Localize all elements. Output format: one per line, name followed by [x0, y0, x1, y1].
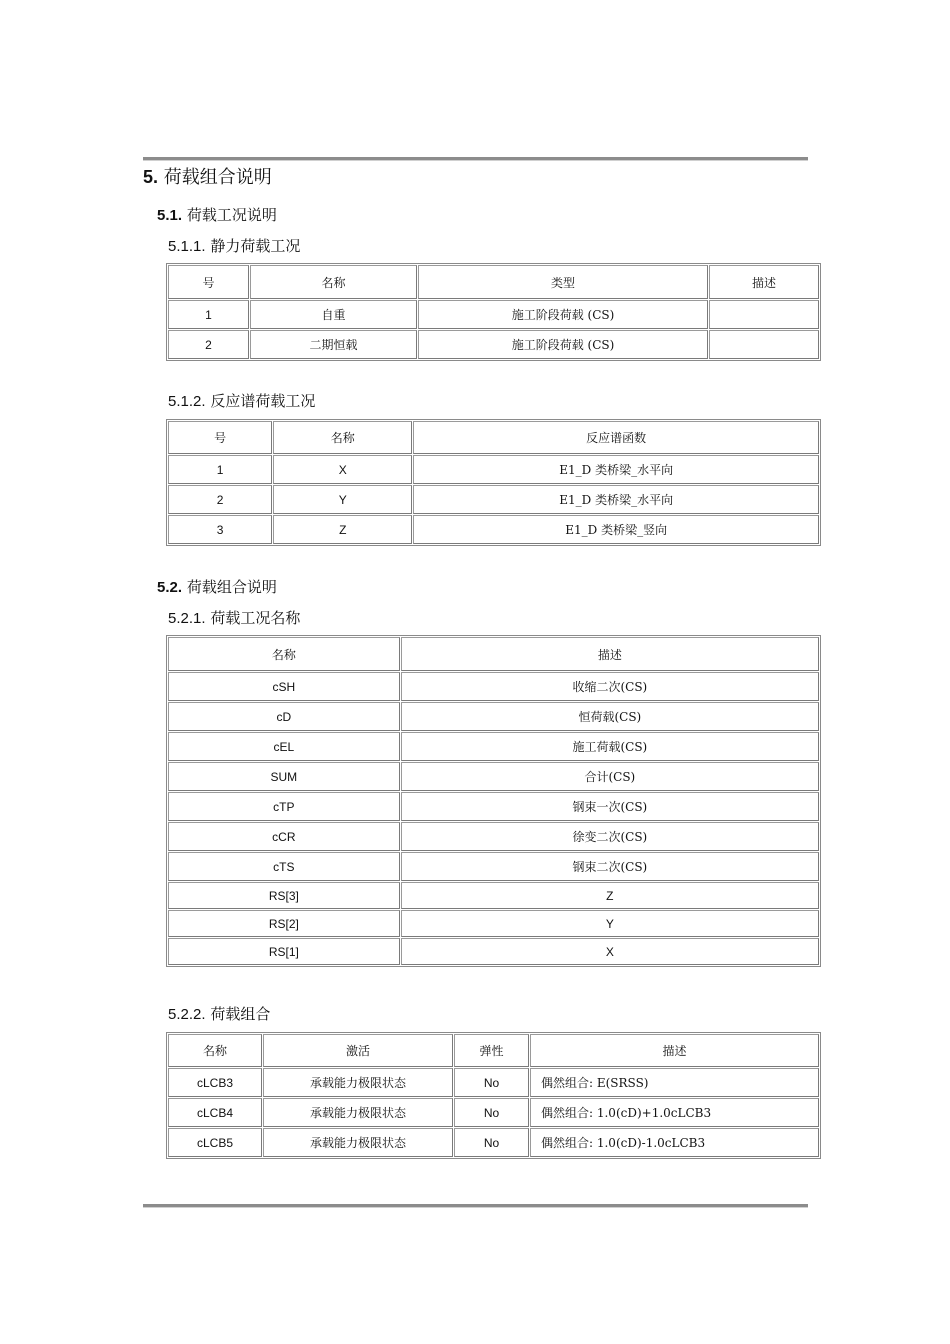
cell-name: SUM	[168, 762, 400, 791]
cell-function: E1_D 类桥梁_水平向	[413, 485, 819, 514]
cell-desc: 偶然组合: 1.0(cD)+1.0cLCB3	[530, 1098, 819, 1127]
table-row	[168, 455, 819, 484]
table-header-row	[168, 421, 819, 454]
table-row	[168, 485, 819, 514]
col-header-name: 名称	[168, 1034, 262, 1067]
cell-active: 承载能力极限状态	[263, 1068, 453, 1097]
table-row	[168, 702, 819, 731]
table-row	[168, 822, 819, 851]
cell-desc	[709, 330, 819, 359]
cell-name: cLCB5	[168, 1128, 262, 1157]
col-header-function: 反应谱函数	[413, 421, 819, 454]
cell-elastic: No	[454, 1098, 529, 1127]
section-5-1-2-heading	[168, 390, 315, 411]
top-rule	[143, 157, 808, 161]
cell-active: 承载能力极限状态	[263, 1098, 453, 1127]
table-row	[168, 1098, 819, 1127]
spectrum-load-case-table	[166, 419, 821, 546]
cell-desc: X	[401, 938, 819, 965]
cell-desc: 合计(CS)	[401, 762, 819, 791]
cell-name: cEL	[168, 732, 400, 761]
section-number: 5.1.2.	[168, 393, 206, 410]
cell-desc: 钢束二次(CS)	[401, 852, 819, 881]
col-header-active: 激活	[263, 1034, 453, 1067]
cell-name: RS[2]	[168, 910, 400, 937]
cell-desc: 施工荷载(CS)	[401, 732, 819, 761]
cell-name: cLCB3	[168, 1068, 262, 1097]
section-number: 5.2.1.	[168, 610, 206, 627]
section-5-heading	[143, 163, 272, 189]
section-title: 荷载工况名称	[210, 609, 301, 627]
section-title: 荷载组合说明	[163, 167, 272, 188]
cell-type: 施工阶段荷载 (CS)	[418, 300, 708, 329]
section-title: 荷载组合	[210, 1005, 271, 1023]
cell-desc: 偶然组合: 1.0(cD)-1.0cLCB3	[530, 1128, 819, 1157]
table-row	[168, 732, 819, 761]
col-header-type: 类型	[418, 265, 708, 299]
cell-elastic: No	[454, 1068, 529, 1097]
table-row	[168, 882, 819, 909]
cell-desc: Y	[401, 910, 819, 937]
cell-no: 3	[168, 515, 272, 544]
section-title: 荷载工况说明	[186, 206, 277, 224]
col-header-name: 名称	[273, 421, 412, 454]
cell-name: cSH	[168, 672, 400, 701]
section-title: 静力荷载工况	[210, 237, 301, 255]
col-header-no: 号	[168, 421, 272, 454]
cell-desc	[709, 300, 819, 329]
table-row	[168, 792, 819, 821]
cell-desc: 恒荷载(CS)	[401, 702, 819, 731]
cell-name: 自重	[250, 300, 417, 329]
cell-name: X	[273, 455, 412, 484]
table-row	[168, 300, 819, 329]
section-5-1-1-heading	[168, 235, 300, 256]
cell-function: E1_D 类桥梁_竖向	[413, 515, 819, 544]
cell-no: 1	[168, 300, 249, 329]
col-header-desc: 描述	[530, 1034, 819, 1067]
cell-active: 承载能力极限状态	[263, 1128, 453, 1157]
col-header-no: 号	[168, 265, 249, 299]
section-number: 5.2.	[157, 579, 183, 596]
bottom-rule	[143, 1204, 808, 1208]
table-row	[168, 852, 819, 881]
cell-name: Z	[273, 515, 412, 544]
cell-name: Y	[273, 485, 412, 514]
cell-name: cTP	[168, 792, 400, 821]
cell-desc: Z	[401, 882, 819, 909]
section-number: 5.	[143, 167, 159, 187]
cell-desc: 徐变二次(CS)	[401, 822, 819, 851]
table-row	[168, 672, 819, 701]
col-header-name: 名称	[250, 265, 417, 299]
table-row	[168, 330, 819, 359]
cell-name: cCR	[168, 822, 400, 851]
cell-elastic: No	[454, 1128, 529, 1157]
cell-name: 二期恒载	[250, 330, 417, 359]
cell-name: cD	[168, 702, 400, 731]
cell-name: RS[1]	[168, 938, 400, 965]
cell-desc: 收缩二次(CS)	[401, 672, 819, 701]
table-row	[168, 515, 819, 544]
table-row	[168, 938, 819, 965]
cell-type: 施工阶段荷载 (CS)	[418, 330, 708, 359]
cell-name: cTS	[168, 852, 400, 881]
load-case-name-table	[166, 635, 821, 967]
col-header-elastic: 弹性	[454, 1034, 529, 1067]
section-number: 5.2.2.	[168, 1006, 206, 1023]
load-combination-table	[166, 1032, 821, 1159]
section-number: 5.1.1.	[168, 238, 206, 255]
table-header-row	[168, 1034, 819, 1067]
cell-function: E1_D 类桥梁_水平向	[413, 455, 819, 484]
cell-name: cLCB4	[168, 1098, 262, 1127]
table-row	[168, 762, 819, 791]
cell-name: RS[3]	[168, 882, 400, 909]
static-load-case-table	[166, 263, 821, 361]
table-header-row	[168, 637, 819, 671]
section-title: 反应谱荷载工况	[210, 392, 316, 410]
cell-no: 2	[168, 330, 249, 359]
col-header-desc: 描述	[401, 637, 819, 671]
section-5-2-2-heading	[168, 1003, 270, 1024]
section-5-1-heading	[157, 204, 277, 225]
table-header-row	[168, 265, 819, 299]
section-5-2-1-heading	[168, 607, 300, 628]
table-row	[168, 910, 819, 937]
cell-no: 1	[168, 455, 272, 484]
section-5-2-heading	[157, 576, 277, 597]
col-header-desc: 描述	[709, 265, 819, 299]
table-row	[168, 1068, 819, 1097]
cell-desc: 钢束一次(CS)	[401, 792, 819, 821]
table-row	[168, 1128, 819, 1157]
cell-desc: 偶然组合: E(SRSS)	[530, 1068, 819, 1097]
section-number: 5.1.	[157, 207, 183, 224]
cell-no: 2	[168, 485, 272, 514]
section-title: 荷载组合说明	[186, 578, 277, 596]
col-header-name: 名称	[168, 637, 400, 671]
